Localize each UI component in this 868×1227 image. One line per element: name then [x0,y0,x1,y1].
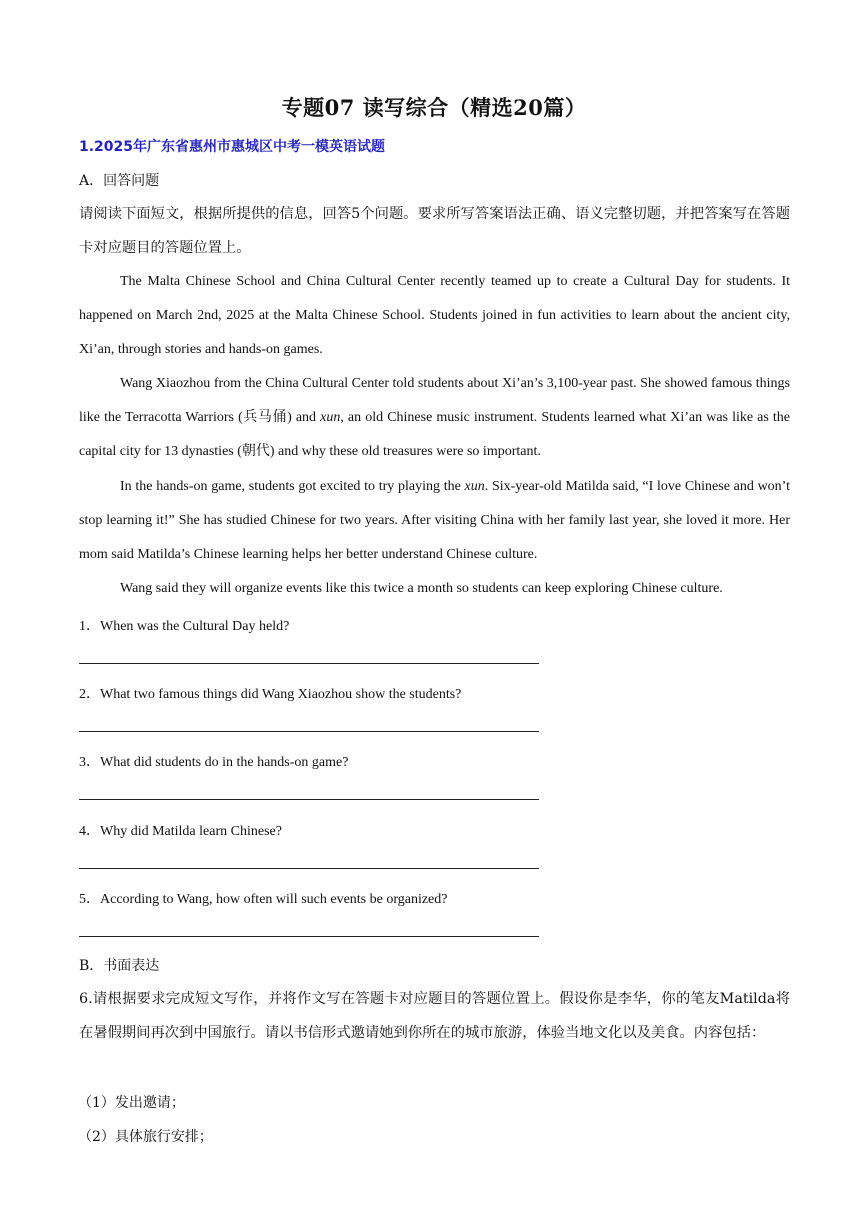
question-5: 5．According to Wang, how often will such events be organized? [79,892,448,907]
section-b-instruction: 6.请根据要求完成短文写作，并将作文写在答题卡对应题目的答题位置上。假设你是李华，你的笔友Matilda将在暑假期间再次到中国旅行。请以书信形式邀请她到你所在的城市旅游，体验当地文化以及美食。内容包括： [79,991,790,1041]
requirement-item-2: （2）具体旅行安排； [78,1129,213,1145]
question-3: 3．What did students do in the hands-on game? [79,755,349,770]
passage-paragraph-4: Wang said they will organize events like this twice a month so students can keep exploring Chinese culture. [120,581,723,596]
section-a-instruction: 请阅读下面短文，根据所提供的信息，回答5个问题。要求所写答案语法正确、语义完整切题，并把答案写在答题卡对应题目的答题位置上。 [79,206,790,256]
answer-line-5[interactable] [79,936,539,937]
question-4: 4．Why did Matilda learn Chinese? [79,824,282,839]
question-2: 2．What two famous things did Wang Xiaozhou show the students? [79,687,462,702]
section-b-heading: B．书面表达 [79,958,160,974]
passage-paragraph-3: In the hands-on game, students got excited to try playing the xun. Six-year-old Matilda said, “I love Chinese and won’t stop learning it!” She has studied Chinese for two years. After visiting China with her family last year, she loved it more. Her mom said Matilda’s Chinese learning helps her better understand Chinese culture. [79,479,790,562]
page-title: 专题07 读写综合（精选20篇） [281,95,587,120]
answer-line-4[interactable] [79,868,539,869]
answer-line-2[interactable] [79,731,539,732]
answer-line-3[interactable] [79,799,539,800]
section-a-heading: A．回答问题 [79,173,160,189]
exam-source: 1.2025年广东省惠州市惠城区中考一模英语试题 [79,139,386,155]
passage-paragraph-2: Wang Xiaozhou from the China Cultural Center told students about Xi’an’s 3,100-year past. She showed famous things like the Terracotta Warriors (兵马俑) and xun, an old Chinese music instrument. Students learned what Xi’an was like as the capital city for 13 dynasties (朝代) and why these old treasures were so important. [79,376,790,459]
question-1: 1．When was the Cultural Day held? [79,619,290,634]
passage-paragraph-1: The Malta Chinese School and China Cultural Center recently teamed up to create a Cultural Day for students. It happened on March 2nd, 2025 at the Malta Chinese School. Students joined in fun activities to learn about the ancient city, Xi’an, through stories and hands-on games. [79,274,790,357]
requirement-item-1: （1）发出邀请； [78,1095,185,1111]
answer-line-1[interactable] [79,663,539,664]
